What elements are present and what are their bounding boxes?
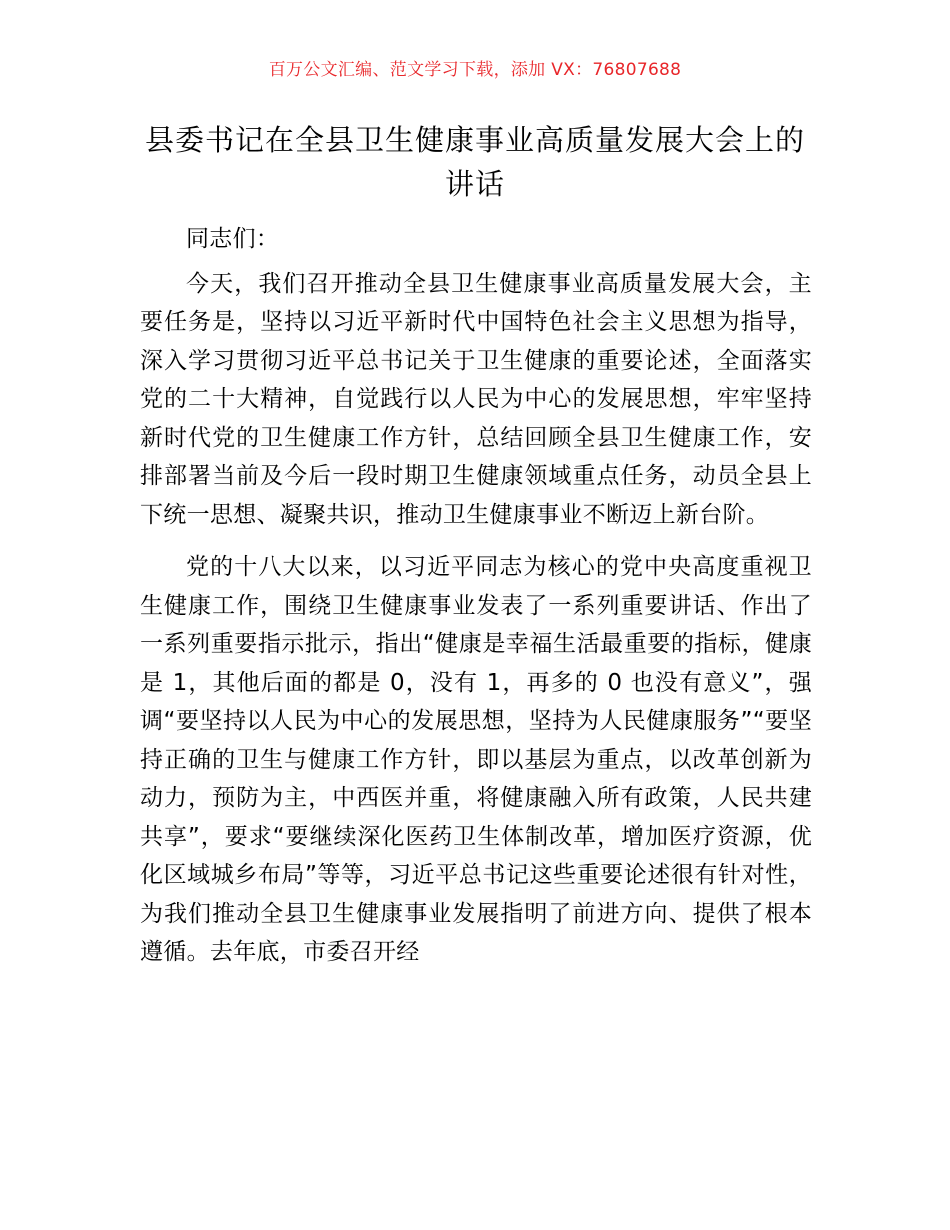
paragraph-1: 今天，我们召开推动全县卫生健康事业高质量发展大会，主要任务是，坚持以习近平新时代中国特色社会主义思想为指导，深入学习贯彻习近平总书记关于卫生健康的重要论述，全面落实党的二十大精神，自觉践行以人民为中心的发展思想，牢牢坚持新时代党的卫生健康工作方针，总结回顾全县卫生健康工作，安排部署当前及今后一段时期卫生健康领域重点任务，动员全县上下统一思想、凝聚共识，推动卫生健康事业不断迈上新台阶。 [140, 270, 812, 528]
header-watermark-note: 百万公文汇编、范文学习下载，添加 VX：76807688 [268, 60, 682, 80]
document-title: 县委书记在全县卫生健康事业高质量发展大会上的讲话 [144, 123, 805, 201]
paragraph-2: 党的十八大以来，以习近平同志为核心的党中央高度重视卫生健康工作，围绕卫生健康事业发表了一系列重要讲话、作出了一系列重要指示批示，指出“健康是幸福生活最重要的指标，健康是 1，其他后面的都是 0，没有 1，再多的 0 也没有意义”，强调“要坚持以人民为中心的发展思想，坚持为人民健康服务”“要坚持正确的卫生与健康工作方针，即以基层为重点，以改革创新为动力，预防为主，中西医并重，将健康融入所有政策，人民共建共享”，要求“要继续深化医药卫生体制改革，增加医疗资源，优化区域城乡布局”等等，习近平总书记这些重要论述很有针对性，为我们推动全县卫生健康事业发展指明了前进方向、提供了根本遵循。去年底，市委召开经 [140, 554, 812, 965]
salutation: 同志们： [186, 226, 280, 252]
document-body [140, 220, 812, 986]
